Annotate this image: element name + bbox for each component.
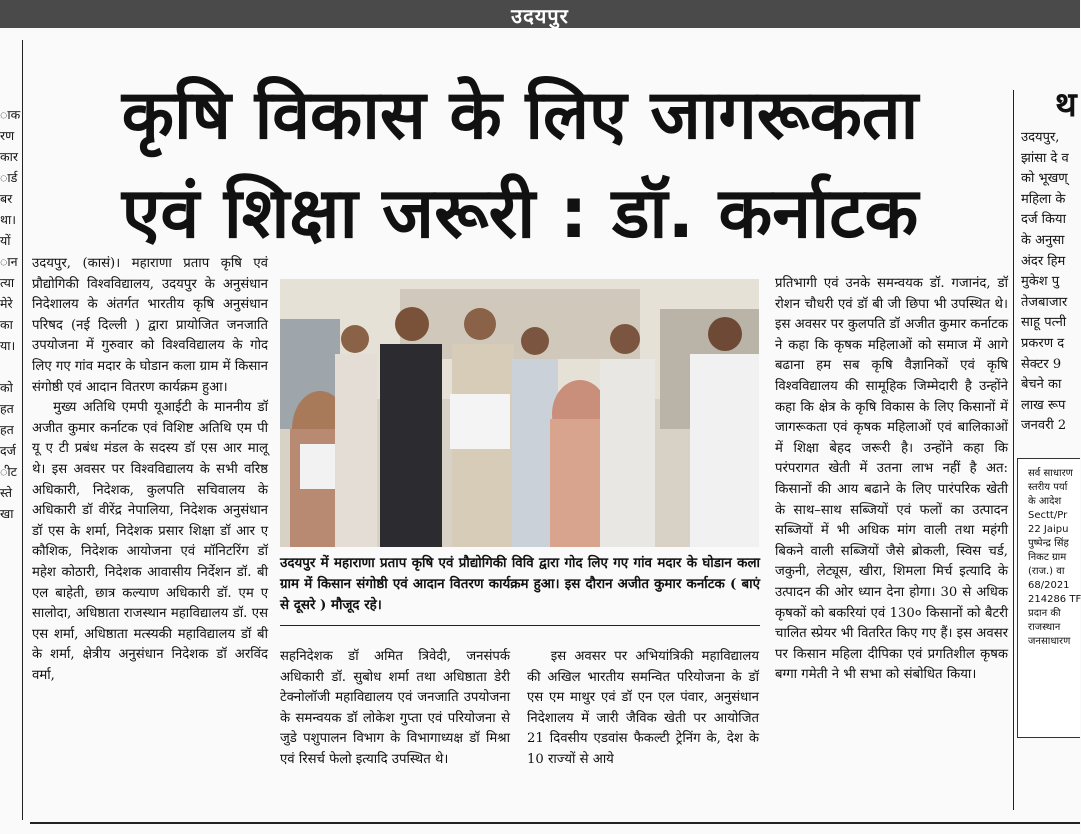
section-header-band bbox=[0, 0, 1080, 28]
notice-line: सर्व साधारण bbox=[1028, 468, 1073, 479]
left-fragment-line: रण bbox=[0, 128, 15, 143]
right-story-line: साहू पत्नी bbox=[1021, 315, 1067, 331]
article-column-1 bbox=[32, 254, 268, 829]
section-city-label: उदयपुर bbox=[511, 4, 569, 28]
event-photo-illustration bbox=[280, 279, 759, 547]
left-fragment-line: को bbox=[0, 380, 13, 395]
notice-line: के आदेश bbox=[1028, 496, 1062, 507]
left-column-rule bbox=[22, 40, 23, 820]
left-fragment-line: स्ते bbox=[0, 485, 12, 500]
right-story-line: झांसा दे व bbox=[1021, 150, 1069, 166]
right-story-line: अंदर हिम bbox=[1021, 253, 1066, 269]
notice-line: स्तरीय पर्या bbox=[1028, 482, 1068, 493]
right-story-line: उदयपुर, bbox=[1021, 130, 1060, 145]
left-fragment-line: बर bbox=[0, 191, 13, 206]
left-fragment-line: कार bbox=[0, 149, 18, 164]
notice-line: प्रदान की bbox=[1028, 608, 1061, 619]
left-fragment-line: यों bbox=[0, 233, 11, 248]
article-paragraph-5: प्रतिभागी एवं उनके समन्वयक डॉ. गजानंद, डॉ रोशन चौधरी एवं डॉ बी जी छिपा भी उपस्थित थे। इस अवसर पर कुलपति डॉ अजीत कुमार कर्नाटक ने कहा कि कृषक महिलाओं को समाज में आगे बढाना हम सब कृषि वैज्ञानिकों एवं कृषि विश्वविद्यालय की सामूहिक जिम्मेदारी है उन्होंने कहा कि क्षेत्र के कृषि विकास के लिए किसानों में जागरूकता एवं कृषक महिलाओं एवं बालिकाओं में शिक्षा बेहद जरूरी है। उन्होंने कहा कि परंपरागत खेती में उतना लाभ नहीं है अत: किसानों की आय बढाने के लिए पारंपरिक खेती के साथ–साथ सब्जियों एवं फलों का उत्पादन सब्जियों में भी अधिक मांग वाली तथा महंगी बिकने वाली सब्जियों जैसे ब्रोकली, स्विस चर्ड, जकुनी, लेट्यूस, खीरा, शिमला मिर्च इत्यादि के उत्पादन की ओर ध्यान देना होगा। 30 से अधिक कृषकों को बकरियां एवं 130० किसानों को बैटरी चालित स्प्रेयर भी वितरित किए गए हैं। इस अवसर पर किसान महिला दीपिका एवं प्रगतिशील कृषक बग्गा गमेती ने भी सभा को संबोधित किया। bbox=[775, 276, 1008, 683]
right-column-rule bbox=[1013, 90, 1014, 810]
right-story-line: लाख रूप bbox=[1021, 397, 1066, 413]
left-fragment-line: या। bbox=[0, 338, 16, 353]
left-fragment-line bbox=[0, 356, 18, 377]
article-column-3 bbox=[527, 647, 759, 807]
right-story-line: जनवरी 2 bbox=[1021, 418, 1067, 434]
notice-line: राजस्थान bbox=[1028, 622, 1061, 633]
left-fragment-line: ार्ड bbox=[0, 170, 18, 185]
article-paragraph-2: मुख्य अतिथि एमपी यूआईटी के माननीय डॉ अजीत कुमार कर्नाटक एवं विशिष्ट अतिथि एम पी यू ए टी प्रबंध मंडल के सदस्य डॉ एस आर मालू थे। इस अवसर पर विश्वविद्यालय के सभी वरिष्ठ अधिकारी, निदेशक, कुलपति सचिवालय के अधिकारी डॉ वीरेंद्र नेपालिया, निदेशक अनुसंधान डॉ एस के शर्मा, निदेशक प्रसार शिक्षा डॉ आर ए कौशिक, निदेशक आयोजना एवं मॉनिटरिंग डॉ महेश कोठारी, निदेशक आवासीय निर्देशन डॉ. बी एल बाहेती, छात्र कल्याण अधिकारी डॉ. एम ए सालोदा, अधिष्ठाता राजस्थान महाविद्यालय डॉ. एस एस शर्मा, अधिष्ठाता मत्स्यकी महाविद्यालय डॉ बी के शर्मा, क्षेत्रीय अनुसंधान निदेशक डॉ अरविंद वर्मा, bbox=[32, 400, 268, 683]
bottom-rule bbox=[30, 822, 1080, 824]
left-fragment-line: हत bbox=[0, 401, 14, 416]
article-paragraph-4: इस अवसर पर अभियांत्रिकी महाविद्यालय की अखिल भारतीय समन्वित परियोजना के डॉ एस एम माथुर एवं डॉ एन एल पंवार, अनुसंधान निदेशालय में जारी जैविक खेती पर आयोजित 21 दिवसीय एडवांस फैकल्टी ट्रेनिंग के, देश के 10 राज्यों से आये bbox=[527, 649, 759, 767]
right-story-line: को भूखण् bbox=[1021, 171, 1068, 187]
left-fragment-line: हत bbox=[0, 422, 14, 437]
left-fragment-line: का bbox=[0, 317, 13, 332]
article-column-4 bbox=[775, 274, 1008, 814]
left-fragment-line: मेरे bbox=[0, 296, 13, 311]
event-photo bbox=[280, 279, 759, 547]
left-fragment-line: दर्ज bbox=[0, 443, 16, 458]
right-story-line: सेक्टर 9 bbox=[1021, 356, 1062, 372]
right-story-line: महिला के bbox=[1021, 191, 1066, 207]
notice-line: (राज.) वा bbox=[1028, 566, 1065, 577]
left-fragment-line: खा bbox=[0, 506, 14, 521]
caption-divider bbox=[280, 625, 760, 626]
left-fragment-line: त्या bbox=[0, 275, 15, 290]
right-story-line: बेचने का bbox=[1021, 377, 1062, 393]
notice-line: 214286 TF bbox=[1028, 594, 1081, 605]
notice-line: निकट ग्राम bbox=[1028, 552, 1067, 563]
right-story-fragments bbox=[1021, 128, 1080, 448]
headline-line-2: एवं शिक्षा जरूरी : डॉ. कर्नाटक bbox=[121, 172, 919, 254]
right-story-line: दर्ज किया bbox=[1021, 212, 1066, 228]
left-fragment-line: ान bbox=[0, 254, 18, 269]
headline-line-1: कृषि विकास के लिए जागरूकता bbox=[121, 76, 919, 155]
article-column-2 bbox=[280, 647, 510, 807]
left-fragment-line: था। bbox=[0, 212, 16, 227]
notice-line: 22 Jaipu bbox=[1028, 524, 1069, 535]
left-fragment-line: ाक bbox=[0, 107, 21, 122]
right-story-title-fragment: थ bbox=[1055, 85, 1077, 125]
right-story-line: मुकेश पु bbox=[1021, 274, 1060, 290]
article-paragraph-1: उदयपुर, (कासं)। महाराणा प्रताप कृषि एवं प्रौद्योगिकी विश्वविद्यालय, उदयपुर के अनुसंधान निदेशालय के अंतर्गत भारतीय कृषि अनुसंधान परिषद (नई दिल्ली ) द्वारा प्रायोजित जनजाति उपयोजना में गुरुवार को विश्वविद्यालय के गोद लिए गए गांव मदार के घोडान कला ग्राम में किसान संगोष्ठी एवं आदान वितरण कार्यक्रम हुआ। bbox=[32, 256, 268, 395]
notice-line: पुष्पेन्द्र सिंह bbox=[1028, 538, 1069, 549]
notice-line: 68/2021 bbox=[1028, 580, 1070, 591]
public-notice-fragment bbox=[1017, 458, 1080, 738]
notice-line: जनसाधारण bbox=[1028, 636, 1071, 647]
right-story-line: के अनुसा bbox=[1021, 232, 1065, 248]
left-column-fragments bbox=[0, 104, 21, 524]
article-paragraph-3: सहनिदेशक डॉ अमित त्रिवेदी, जनसंपर्क अधिकारी डॉ. सुबोध शर्मा तथा अधिष्ठाता डेरी टेक्नोलॉजी महाविद्यालय एवं जनजाति उपयोजना के समन्वयक डॉ लोकेश गुप्ता एवं परियोजना से जुडे पशुपालन विभाग के विभागाध्यक्ष डॉ मिश्रा एवं रिसर्च फेलो इत्यादि उपस्थित थे। bbox=[280, 649, 510, 767]
right-story-line: तेजबाजार bbox=[1021, 294, 1068, 310]
right-story-line: प्रकरण द bbox=[1021, 335, 1065, 351]
photo-caption: उदयपुर में महाराणा प्रताप कृषि एवं प्रौद्योगिकी विवि द्वारा गोद लिए गए गांव मदार के घोडान कला ग्राम में किसान संगोष्ठी एवं आदान वितरण कार्यक्रम हुआ। इस दौरान अजीत कुमार कर्नाटक ( बाएं से दूसरे ) मौजूद रहे। bbox=[280, 555, 760, 613]
left-fragment-line: ीट bbox=[0, 464, 17, 479]
notice-line: Sectt/Pr bbox=[1028, 510, 1068, 521]
